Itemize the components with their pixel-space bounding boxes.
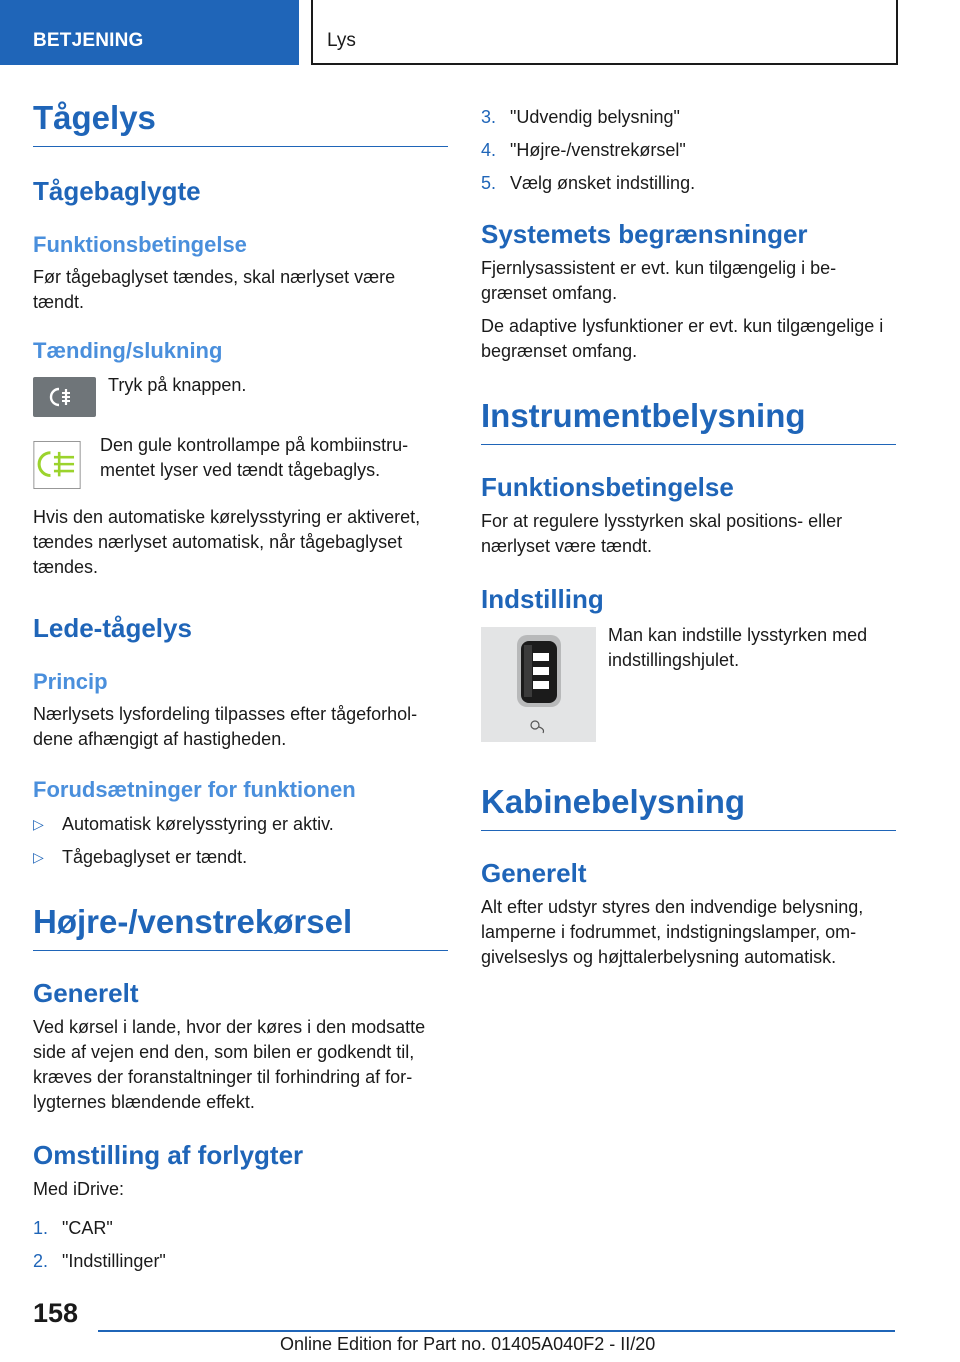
footer-divider <box>98 1330 895 1332</box>
text-setting: Man kan indstille lysstyrken med indstillingshjulet. <box>608 625 868 670</box>
list-item <box>33 1216 448 1241</box>
heading-condition: Funktionsbetingelse <box>481 472 734 502</box>
heading-headlight-switch: Omstilling af forlygter <box>33 1140 304 1170</box>
step-number: 3. <box>481 107 497 127</box>
list-item <box>33 845 448 870</box>
step-text: "CAR" <box>62 1218 113 1238</box>
text-condition: Før tågebaglyset tændes, skal nærlyset være tændt. <box>33 267 396 312</box>
header-chapter-tab <box>311 0 898 65</box>
triangle-bullet-icon: ▷ <box>33 816 44 832</box>
list-item <box>481 138 896 163</box>
fog-rear-indicator-icon <box>33 437 88 493</box>
text-principle: Nærlysets lysfordeling tilpasses efter tågeforholdene afhængigt af hastigheden. <box>33 704 418 749</box>
heading-fog-lights: Tågelys <box>33 98 448 147</box>
heading-on-off: Tænding/slukning <box>33 338 223 363</box>
heading-general: Generelt <box>481 858 587 888</box>
setting-row <box>481 627 896 742</box>
text-indicator: Den gule kontrollampe på kombiinstrumentet lyser ved tændt tågebaglys. <box>100 435 409 480</box>
bullet-text: Automatisk kørelysstyring er aktiv. <box>62 814 334 834</box>
fog-rear-button-icon <box>33 377 96 417</box>
bullet-text: Tågebaglyset er tændt. <box>62 847 248 867</box>
step-number: 4. <box>481 140 497 160</box>
indicator-row <box>33 437 448 493</box>
heading-system-limits: Systemets begrænsninger <box>481 219 808 249</box>
heading-lead-fog: Lede-tågelys <box>33 613 192 643</box>
triangle-bullet-icon: ▷ <box>33 849 44 865</box>
right-column <box>481 105 896 970</box>
text-limit-2: De adaptive lysfunktioner er evt. kun tilgængelige i begrænset omfang. <box>481 316 884 361</box>
heading-condition: Funktionsbetingelse <box>33 232 247 257</box>
list-item <box>33 1249 448 1274</box>
footer-edition: Online Edition for Part no. 01405A040F2 - II/20 <box>280 1334 656 1354</box>
text-press-button: Tryk på knappen. <box>108 375 247 395</box>
header-section-label: BETJENING <box>33 30 144 51</box>
press-row <box>33 377 448 417</box>
list-item <box>33 812 448 837</box>
text-idrive: Med iDrive: <box>33 1179 125 1199</box>
step-text: "Indstillinger" <box>62 1251 166 1271</box>
heading-setting: Indstilling <box>481 584 604 614</box>
list-item <box>481 171 896 196</box>
text-limit-1: Fjernlysassistent er evt. kun tilgængelig i begrænset omfang. <box>481 258 837 303</box>
text-auto-lights: Hvis den automatiske kørelysstyring er aktiveret, tændes nærlyset automatisk, når tågebaglyset tændes. <box>33 507 421 577</box>
step-text: Vælg ønsket indstilling. <box>510 173 696 193</box>
dimmer-wheel-icon <box>481 627 596 742</box>
step-number: 5. <box>481 173 497 193</box>
page-number: 158 <box>33 1298 79 1328</box>
text-condition: For at regulere lysstyrken skal positions- eller nærlyset være tændt. <box>481 511 843 556</box>
heading-prerequisites: Forudsætninger for funktionen <box>33 777 356 802</box>
heading-instrument-lighting: Instrumentbelysning <box>481 396 896 445</box>
header-chapter-label: Lys <box>327 30 356 51</box>
header-section-tab <box>0 0 299 65</box>
step-text: "Højre-/venstrekørsel" <box>510 140 686 160</box>
text-general: Alt efter udstyr styres den indvendige belysning, lamperne i fodrummet, indstigningslamper, omgivelseslys og højttalerbelysning automatisk. <box>481 897 864 967</box>
step-text: "Udvendig belysning" <box>510 107 680 127</box>
heading-left-right-drive: Højre-/venstrekørsel <box>33 902 448 951</box>
left-column <box>33 98 448 1274</box>
text-general: Ved kørsel i lande, hvor der køres i den modsatte side af vejen end den, som bilen er godkendt til, kræves der foranstaltninger til forhindring af forlygternes blændende effekt. <box>33 1017 426 1112</box>
step-number: 1. <box>33 1218 49 1238</box>
heading-general: Generelt <box>33 978 139 1008</box>
heading-cabin-lighting: Kabinebelysning <box>481 782 896 831</box>
step-number: 2. <box>33 1251 49 1271</box>
heading-principle: Princip <box>33 669 108 694</box>
heading-rear-fog: Tågebaglygte <box>33 176 201 206</box>
list-item <box>481 105 896 130</box>
